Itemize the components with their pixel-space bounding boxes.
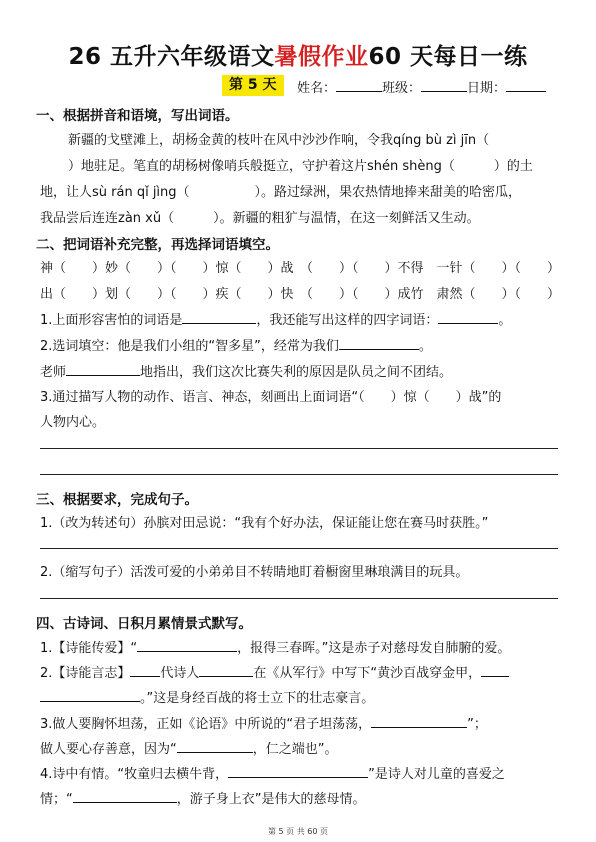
q-text: 在《从军行》中写下“黄沙百战穿金甲， xyxy=(253,666,482,681)
date-field[interactable] xyxy=(506,79,546,92)
name-field[interactable] xyxy=(336,79,382,92)
section4-q2 xyxy=(40,662,509,681)
section2-heading: 二、把词语补充完整，再选择词语填空。 xyxy=(36,237,279,253)
q-text: 地指出，我们这次比赛失利的原因是队员之间不团结。 xyxy=(140,365,453,380)
q-text: 。 xyxy=(498,313,512,328)
answer-blank[interactable] xyxy=(438,311,498,324)
q-text: 2.选词填空：他是我们小组的“智多星”，经常为我们 xyxy=(40,339,339,354)
section1-line-2: ）地驻足。笔直的胡杨树像哨兵般挺立，守护着这片shén shèng（ ）的土 xyxy=(68,159,533,174)
answer-blank[interactable] xyxy=(73,790,177,803)
section4-q3-cont xyxy=(40,738,338,757)
q-text: ，我还能写出这样的四字词语： xyxy=(256,313,439,328)
section3-q2: 2.（缩写句子）活泼可爱的小弟弟目不转睛地盯着橱窗里琳琅满目的玩具。 xyxy=(40,565,469,580)
q-text: 。 xyxy=(418,339,432,354)
section2-q1 xyxy=(40,309,511,328)
q-text: ”是诗人对儿童的喜爱之 xyxy=(368,767,505,782)
word-row-1: 神（ ）妙（ ）（ ）惊（ ）战 （ ）（ ）不得 一针（ ）（ ） xyxy=(40,261,561,276)
q-text: 情；“ xyxy=(40,792,73,807)
q-text: 4.诗中有情。“牧童归去横牛背， xyxy=(40,767,229,782)
q-text: 1.【诗能传爱】“ xyxy=(40,641,138,656)
info-row xyxy=(0,75,596,97)
section2-q2 xyxy=(40,335,432,354)
section4-q2-cont xyxy=(40,687,374,706)
title-highlight: 暑假作业 xyxy=(274,44,369,70)
q-text: ，报得三春晖。”这是赤子对慈母发自肺腑的爱。 xyxy=(237,641,511,656)
title-prefix: 26 五升六年级语文 xyxy=(68,44,275,70)
answer-blank[interactable] xyxy=(177,740,253,753)
answer-line[interactable] xyxy=(40,598,558,599)
date-label: 日期： xyxy=(467,81,507,96)
answer-blank[interactable] xyxy=(130,664,160,677)
section4-q4-cont xyxy=(40,788,366,807)
q-text: 3.做人要胸怀坦荡，正如《论语》中所说的“君子坦荡荡， xyxy=(40,717,372,732)
answer-line[interactable] xyxy=(40,474,558,475)
section2-q2-cont xyxy=(40,361,452,380)
answer-blank[interactable] xyxy=(137,639,237,652)
q-text: 2.【诗能言志】 xyxy=(40,666,131,681)
answer-line[interactable] xyxy=(40,548,558,549)
answer-blank[interactable] xyxy=(40,689,140,702)
q-text: 做人要心存善意，因为“ xyxy=(40,742,177,757)
section4-q3 xyxy=(40,713,487,732)
title-suffix: 60 天每日一练 xyxy=(368,44,528,70)
day-badge: 第 5 天 xyxy=(222,75,284,96)
page-footer: 第 5 页 共 60 页 xyxy=(268,827,328,836)
class-field[interactable] xyxy=(421,79,467,92)
name-label: 姓名： xyxy=(297,81,337,96)
class-label: 班级： xyxy=(382,81,422,96)
q-text: 老师 xyxy=(40,365,67,380)
q-text: ”； xyxy=(467,717,487,732)
q-text: ，仁之端也”。 xyxy=(252,742,338,757)
answer-blank[interactable] xyxy=(339,337,419,350)
answer-blank[interactable] xyxy=(371,715,467,728)
answer-blank[interactable] xyxy=(66,363,140,376)
section1-line-3: 地，让人sù rán qǐ jìng（ ）。路过绿洲，果农热情地捧来甜美的哈密瓜， xyxy=(40,185,522,200)
q-text: 代诗人 xyxy=(160,666,200,681)
section3-q1: 1.（改为转述句）孙膑对田忌说：“我有个好办法，保证能让您在赛马时获胜。” xyxy=(40,516,489,531)
section2-q3-cont: 人物内心。 xyxy=(40,415,106,430)
section3-heading: 三、根据要求，完成句子。 xyxy=(36,492,198,508)
section2-q3: 3.通过描写人物的动作、语言、神态，刻画出上面词语“（ ）惊（ ）战”的 xyxy=(40,390,502,405)
word-row-2: 出（ ）划（ ）（ ）疾（ ）快 （ ）（ ）成竹 肃然（ ）（ ） xyxy=(40,287,561,302)
answer-blank[interactable] xyxy=(199,664,253,677)
section4-q1 xyxy=(40,637,510,656)
student-info xyxy=(297,77,546,96)
page-title xyxy=(0,38,596,71)
section1-line-4: 我品尝后连连zàn xǔ（ ）。新疆的粗犷与温情，在这一刻鲜活又生动。 xyxy=(40,211,480,226)
section4-heading: 四、古诗词、日积月累情景式默写。 xyxy=(36,616,252,632)
answer-line[interactable] xyxy=(40,448,558,449)
answer-blank[interactable] xyxy=(182,311,256,324)
section1-heading: 一、根据拼音和语境，写出词语。 xyxy=(36,108,239,124)
q-text: ，游子身上衣”是伟大的慈母情。 xyxy=(176,792,366,807)
section1-line-1: 新疆的戈壁滩上，胡杨金黄的枝叶在风中沙沙作响，令我qíng bù zì jīn（ xyxy=(68,133,490,148)
answer-blank[interactable] xyxy=(228,765,368,778)
q-text: 。”这是身经百战的将士立下的壮志豪言。 xyxy=(140,691,375,706)
q-text: 1.上面形容害怕的词语是 xyxy=(40,313,183,328)
answer-blank[interactable] xyxy=(481,664,509,677)
section4-q4 xyxy=(40,763,505,782)
